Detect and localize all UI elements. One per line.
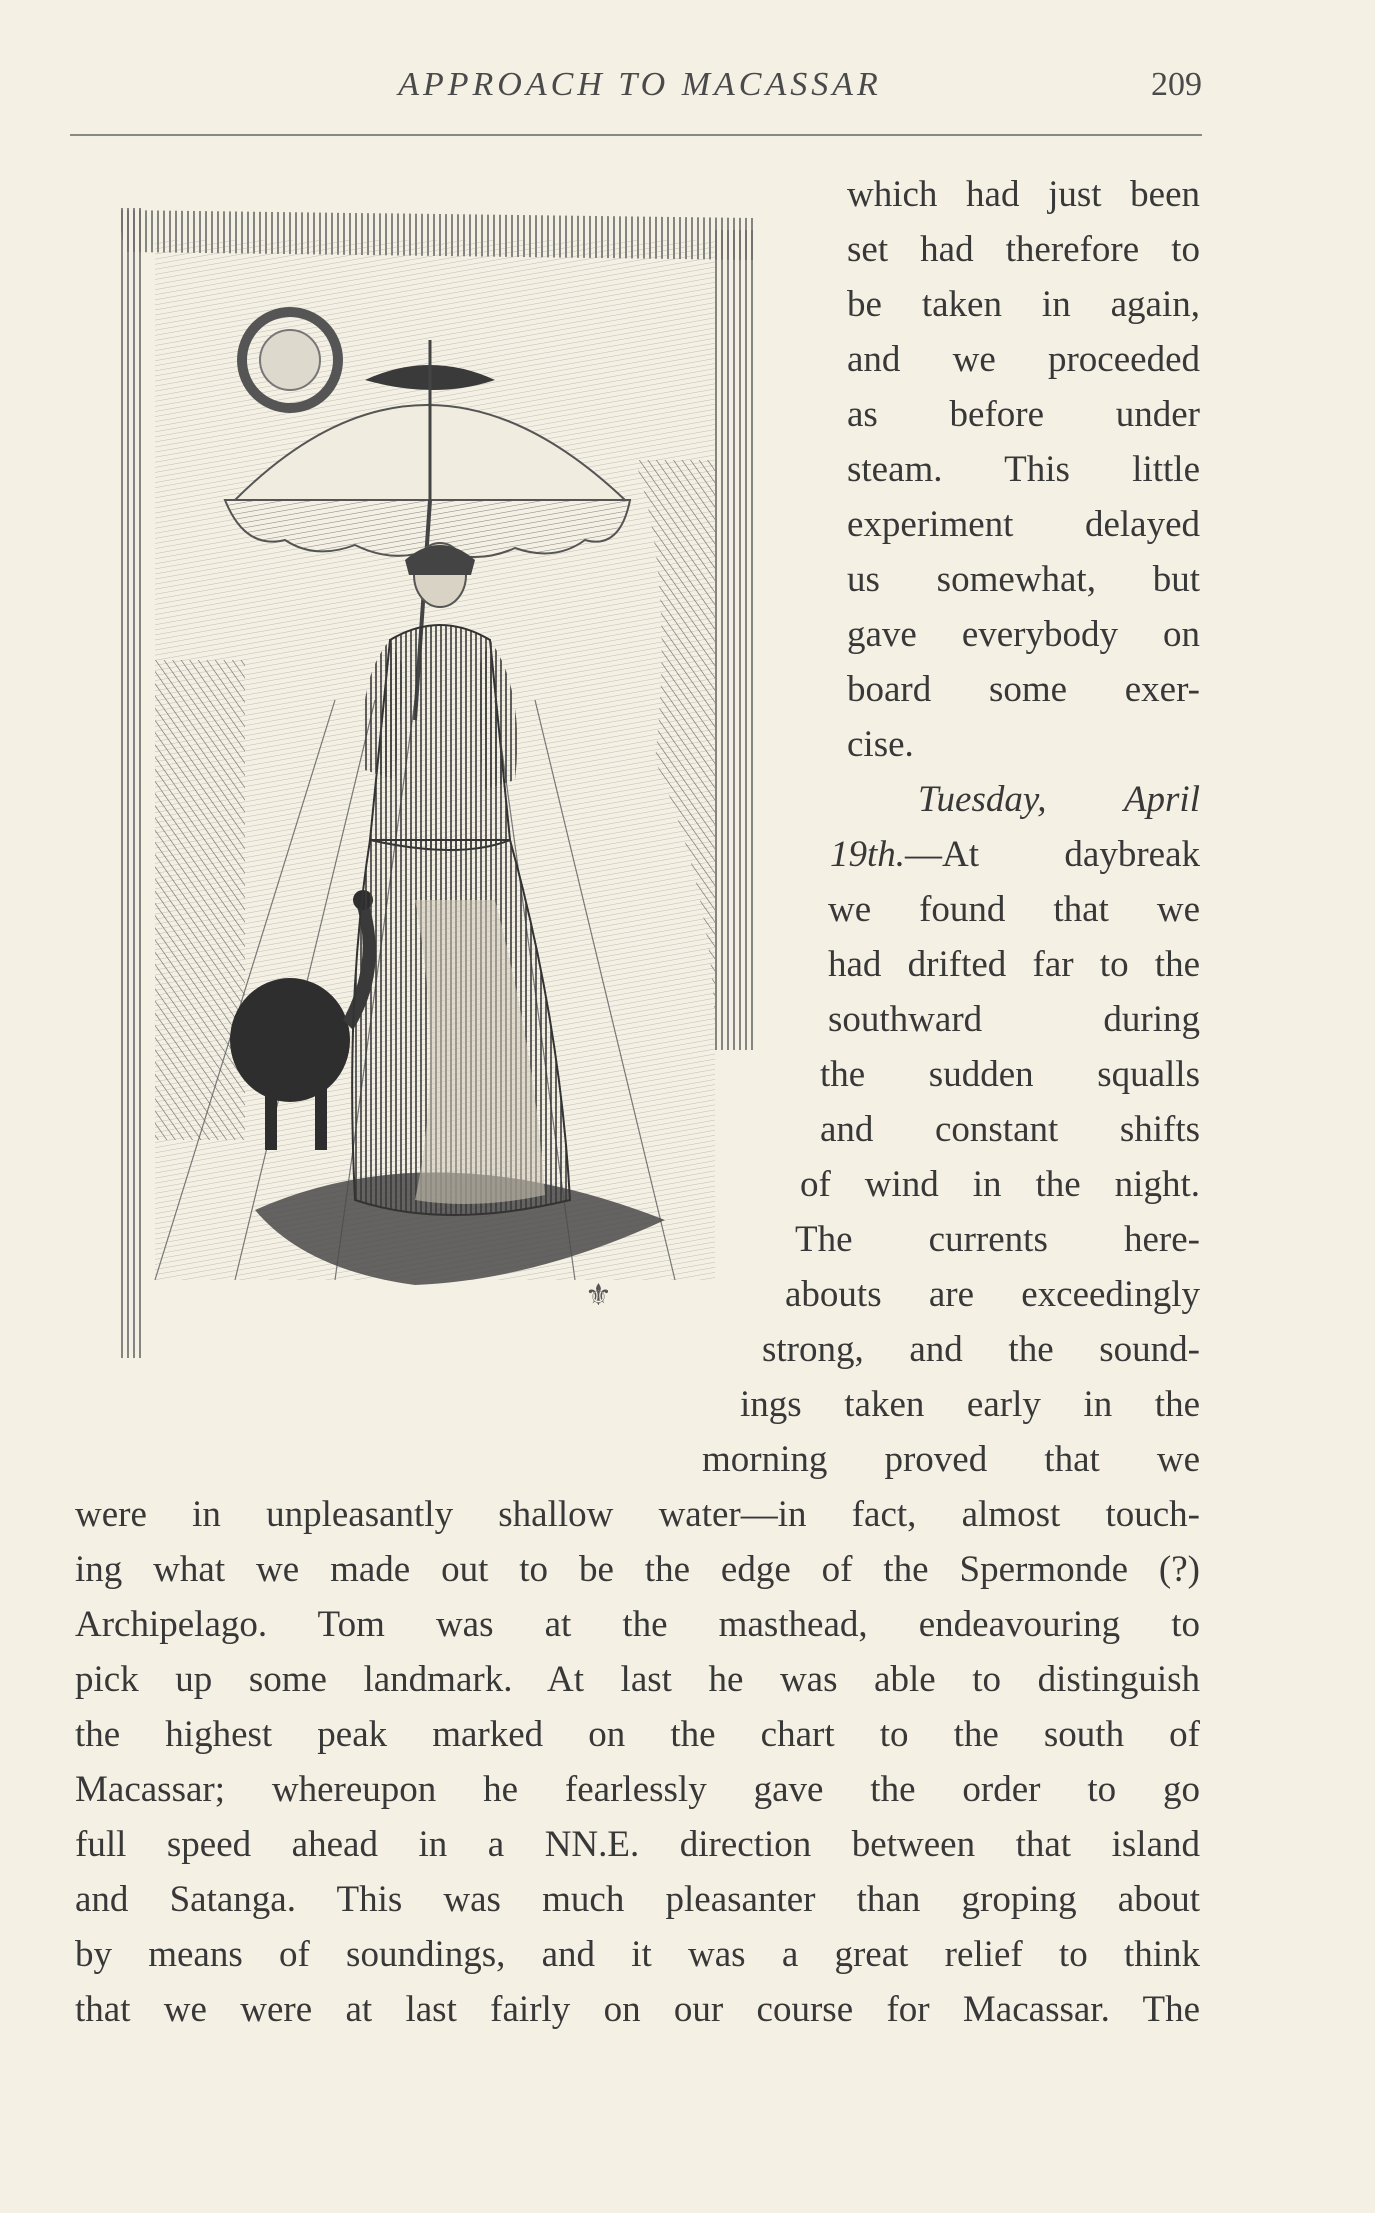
text-line: as before under — [847, 394, 1200, 435]
text-line: abouts are exceedingly — [785, 1274, 1200, 1315]
text-line: strong, and the sound- — [762, 1329, 1200, 1370]
running-head: APPROACH TO MACASSAR — [398, 66, 882, 103]
text-line: and we proceeded — [847, 339, 1200, 380]
text-line: ings taken early in the — [740, 1384, 1200, 1425]
text-line: cise. — [847, 724, 914, 765]
text-line: the sudden squalls — [820, 1054, 1200, 1095]
text-line: Macassar; whereupon he fearlessly gave the order to go — [75, 1769, 1200, 1810]
text-line: steam. This little — [847, 449, 1200, 490]
header-rule — [70, 134, 1202, 136]
engraving-lady-with-parasol-and-dog — [115, 200, 765, 1385]
date-heading: Tuesday, April — [918, 779, 1200, 820]
text-line: and Satanga. This was much pleasanter than groping about — [75, 1879, 1200, 1920]
text-line: were in unpleasantly shallow water—in fact, almost touch- — [75, 1494, 1200, 1535]
text-line: southward during — [828, 999, 1200, 1040]
text-line: had drifted far to the — [828, 944, 1200, 985]
text-line: board some exer- — [847, 669, 1200, 710]
text-line: experiment delayed — [847, 504, 1200, 545]
text-line: we found that we — [828, 889, 1200, 930]
text-line: which had just been — [847, 174, 1200, 215]
page-number: 209 — [1151, 66, 1202, 103]
text-line: set had therefore to — [847, 229, 1200, 270]
svg-text:⚜: ⚜ — [585, 1278, 612, 1313]
page-header — [70, 58, 1202, 108]
text-line: and constant shifts — [820, 1109, 1200, 1150]
text-line: morning proved that we — [702, 1439, 1200, 1480]
text-line: Archipelago. Tom was at the masthead, endeavouring to — [75, 1604, 1200, 1645]
text-line: us somewhat, but — [847, 559, 1200, 600]
text-line: gave everybody on — [847, 614, 1200, 655]
date-day: 19th. — [830, 834, 906, 875]
text-line: that we were at last fairly on our course for Macassar. The — [75, 1989, 1200, 2030]
text-line: The currents here- — [795, 1219, 1200, 1260]
text-line: pick up some landmark. At last he was able to distinguish — [75, 1659, 1200, 1700]
text-line: by means of soundings, and it was a great relief to think — [75, 1934, 1200, 1975]
text-line: of wind in the night. — [800, 1164, 1200, 1205]
date-line-rest: —At daybreak — [905, 834, 1200, 875]
text-line: full speed ahead in a NN.E. direction between that island — [75, 1824, 1200, 1865]
text-line: the highest peak marked on the chart to the south of — [75, 1714, 1200, 1755]
date-line — [830, 827, 1200, 882]
text-line: ing what we made out to be the edge of the Spermonde (?) — [75, 1549, 1200, 1590]
text-line: be taken in again, — [847, 284, 1200, 325]
